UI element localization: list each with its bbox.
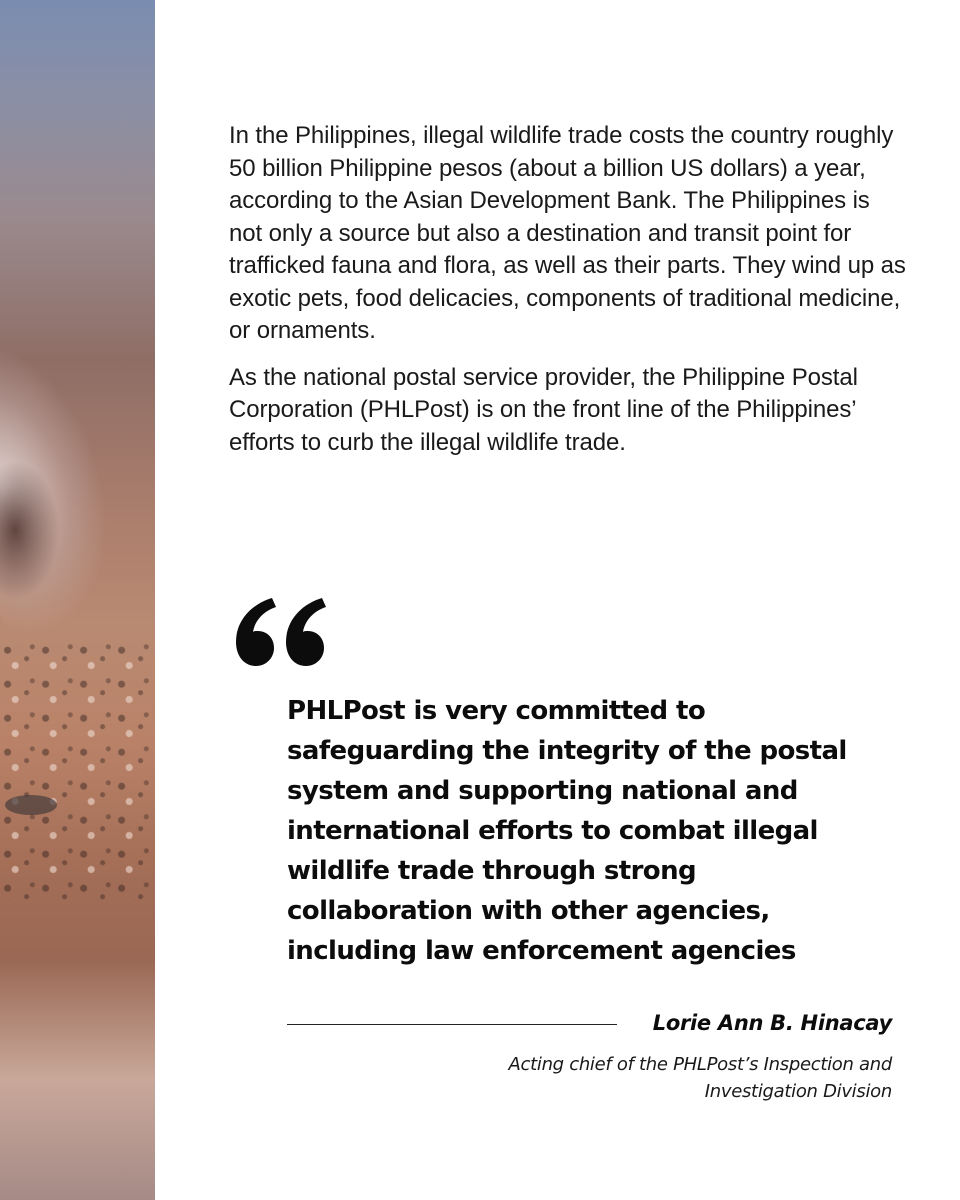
article-paragraph-1: In the Philippines, illegal wildlife trade costs the country roughly 50 billion Philippine pesos (about a billion US dollars) a year, according to the Asian Development Bank. The Philippines is not only a source but also a destination and transit point for trafficked fauna and flora, as well as their parts. They wind up as exotic pets, food delicacies, components of traditional medicine, or ornaments. — [229, 122, 906, 344]
quote-author-name: Lorie Ann B. Hinacay — [652, 1011, 892, 1035]
pull-quote: PHLPost is very committed to safeguarding the integrity of the postal system and supporting national and international efforts to combat illegal wildlife trade through strong collaboration with other agencies, including law enforcement agencies — [287, 696, 847, 966]
article-body — [229, 120, 909, 473]
side-photo — [0, 0, 155, 1200]
quotation-mark-icon — [226, 590, 336, 670]
quote-author-title: Acting chief of the PHLPost’s Inspection and Investigation Division — [508, 1054, 892, 1102]
attribution-divider — [287, 1024, 617, 1025]
article-paragraph-2: As the national postal service provider, the Philippine Postal Corporation (PHLPost) is on the front line of the Philippines’ efforts to curb the illegal wildlife trade. — [229, 363, 858, 456]
